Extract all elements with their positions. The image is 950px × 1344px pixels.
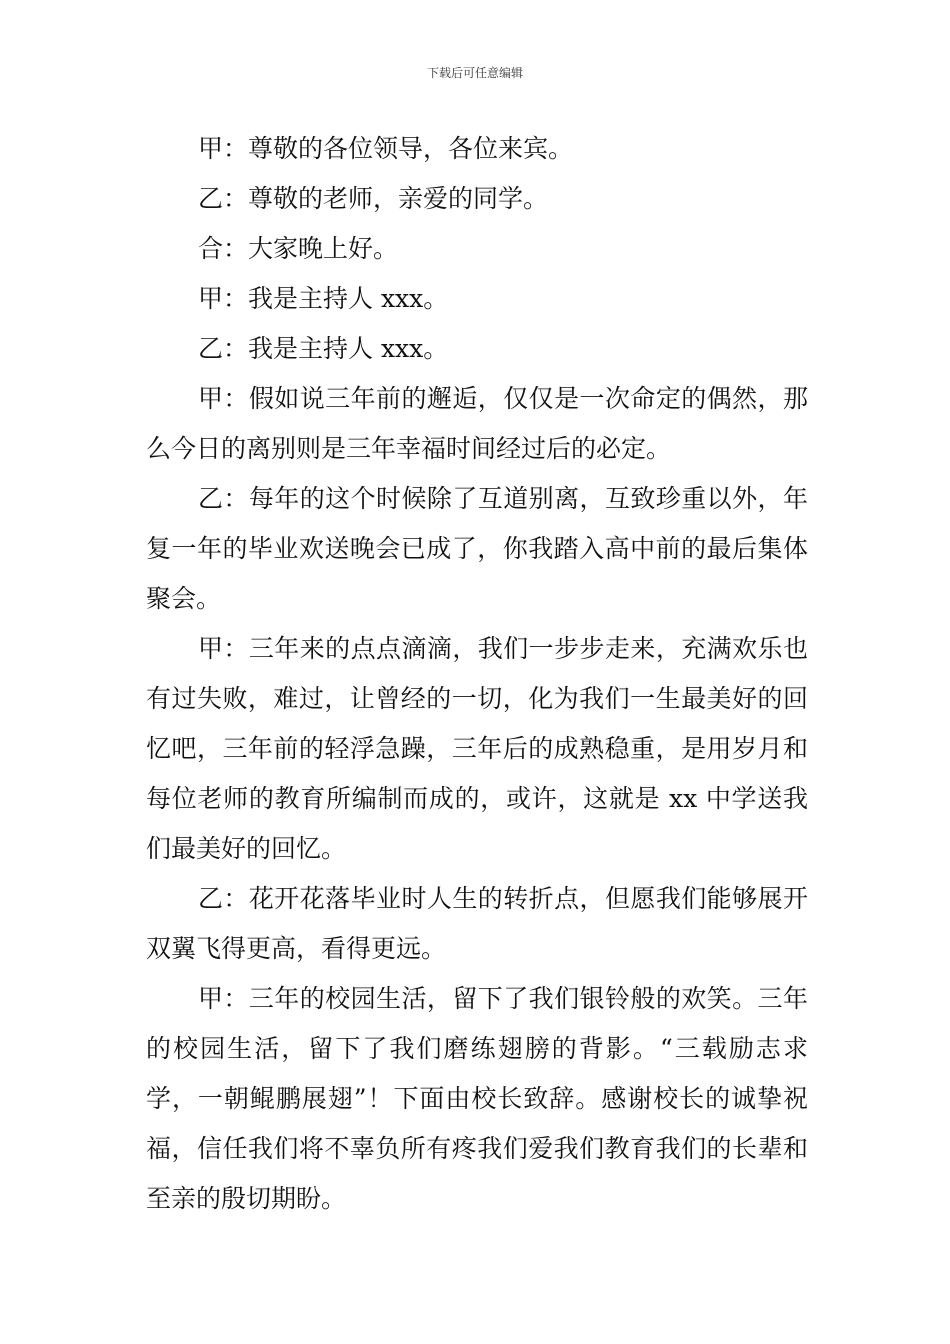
paragraph-3: 合：大家晚上好。 — [198, 234, 399, 263]
document-body — [146, 124, 808, 1224]
paragraph-6: 甲：假如说三年前的邂逅，仅仅是一次命定的偶然，那么今日的离别则是三年幸福时间经过后的必定。 — [146, 384, 808, 463]
paragraph-9: 乙：花开花落毕业时人生的转折点，但愿我们能够展开双翼飞得更高，看得更远。 — [146, 884, 808, 963]
paragraph-8: 甲：三年来的点点滴滴，我们一步步走来，充满欢乐也有过失败，难过，让曾经的一切，化为我们一生最美好的回忆吧，三年前的轻浮急躁，三年后的成熟稳重，是用岁月和每位老师的教育所编制而成的，或许，这就是 xx 中学送我们最美好的回忆。 — [146, 634, 808, 863]
paragraph-1: 甲：尊敬的各位领导，各位来宾。 — [198, 134, 574, 163]
paragraph-5: 乙：我是主持人 xxx。 — [198, 334, 449, 363]
header-note: 下载后可任意编辑 — [426, 66, 523, 80]
paragraph-4: 甲：我是主持人 xxx。 — [198, 284, 449, 313]
paragraph-2: 乙：尊敬的老师，亲爱的同学。 — [198, 184, 549, 213]
paragraph-7: 乙：每年的这个时候除了互道别离，互致珍重以外，年复一年的毕业欢送晚会已成了，你我踏入高中前的最后集体聚会。 — [146, 484, 808, 613]
paragraph-10: 甲：三年的校园生活，留下了我们银铃般的欢笑。三年的校园生活，留下了我们磨练翅膀的背影。“三载励志求学，一朝鲲鹏展翅”！下面由校长致辞。感谢校长的诚挚祝福，信任我们将不辜负所有疼我们爱我们教育我们的长辈和至亲的殷切期盼。 — [146, 984, 808, 1213]
